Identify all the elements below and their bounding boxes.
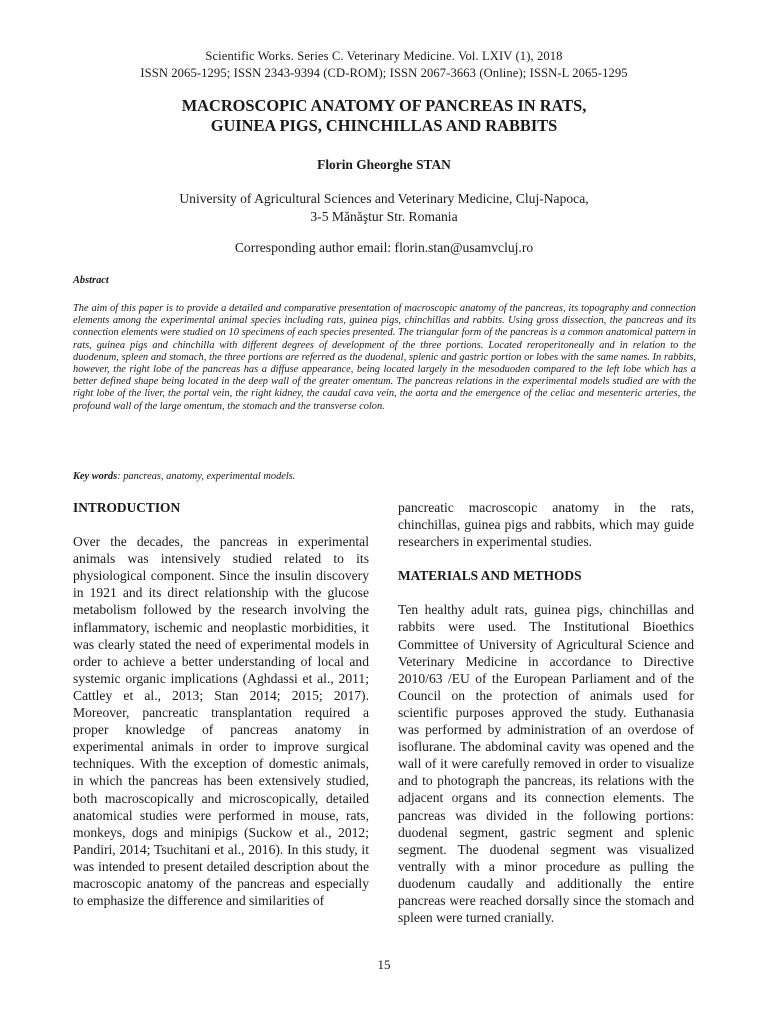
paper-title: [0, 96, 768, 136]
right-column: [398, 499, 694, 926]
author-name: Florin Gheorghe STAN: [317, 157, 451, 172]
keywords-label: Key words: [73, 471, 118, 482]
journal-line: Scientific Works. Series C. Veterinary Medicine. Vol. LXIV (1), 2018: [205, 49, 563, 63]
issn-line: ISSN 2065-1295; ISSN 2343-9394 (CD-ROM); ISSN 2067-3663 (Online); ISSN-L 2065-1295: [140, 66, 628, 80]
affiliation: [0, 190, 768, 226]
methods-text: Ten healthy adult rats, guinea pigs, chinchillas and rabbits were used. The Institutional Bioethics Committee of University of Agricultural Science and Veterinary Medicine in accordance to Directive 2010/63 /EU of the European Parliament and of the Council on the protection of animals used for scientific purposes approved the study. Euthanasia was performed by administration of an overdose of isoflurane. The abdominal cavity was opened and the wall of it were carefully removed in order to visualize and to photograph the pancreas, its relations with the adjacent organs and its connection elements. The pancreas was divided in the following portions: duodenal segment, gastric segment and splenic segment. The duodenal segment was visualized ventrally with a minor procedure as pulling the duodenum caudally and additionally the entire pancreas were reached dorsally since the stomach and spleen were turned cranially.: [398, 602, 694, 926]
introduction-text: Over the decades, the pancreas in experimental animals was intensively studied related to its physiological component. Since the insulin discovery in 1921 and its direct relationship with the glucose metabolism followed by the research involving the inflammatory, ischemic and neoplastic morbidities, it was clearly stated the need of experimental models in order to achieve a better understanding of local and systemic organic implications (Aghdassi et al., 2011; Cattley et al., 2013; Stan 2014; 2015; 2017). Moreover, pancreatic transplantation required a proper knowledge of pancreas anatomy in experimental animals in order to improve surgical techniques. With the exception of domestic animals, in which the pancreas has been extensively studied, both macroscopically and microscopically, detailed anatomical studies were performed in mouse, rats, monkeys, dogs and minipigs (Suckow et al., 2012; Pandiri, 2014; Tsuchitani et al., 2016). In this study, it was intended to present detailed description about the macroscopic anatomy of the pancreas and especially to emphasize the difference and similarities of: [73, 534, 369, 909]
introduction-heading: INTRODUCTION: [73, 500, 181, 515]
introduction-continuation: pancreatic macroscopic anatomy in the rats, chinchillas, guinea pigs and rabbits, which may guide researchers in experimental studies.: [398, 500, 694, 550]
keywords: [73, 471, 696, 482]
title-line-1: MACROSCOPIC ANATOMY OF PANCREAS IN RATS,: [181, 96, 587, 115]
affiliation-line-2: 3-5 Mănăştur Str. Romania: [310, 209, 458, 224]
page-number: 15: [377, 957, 391, 972]
keywords-text: : pancreas, anatomy, experimental models.: [117, 471, 296, 482]
title-line-2: GUINEA PIGS, CHINCHILLAS AND RABBITS: [210, 116, 558, 135]
journal-header: [0, 48, 768, 82]
left-column: [73, 499, 369, 909]
abstract-heading: Abstract: [73, 275, 109, 286]
methods-heading: MATERIALS AND METHODS: [398, 568, 582, 584]
corresponding-email: Corresponding author email: florin.stan@usamvcluj.ro: [234, 240, 534, 255]
abstract-text: The aim of this paper is to provide a detailed and comparative presentation of macroscopic anatomy of the pancreas, its topography and connection elements among the experimental animal species including rats, guinea pigs, chinchillas and rabbits. Using gross dissection, the pancreas and its connection elements were studied on 10 specimens of each species presented. The triangular form of the pancreas is a common anatomical pattern in rats, guinea pigs and chinchilla with different degrees of development of the three portions. Located reroperitoneally and in relation to the duodenum, spleen and stomach, the three portions are referred as the duodenal, splenic and gastric portion or lobes with the same names. In rabbits, however, the right lobe of the pancreas has a diffuse appearance, being located largely in the mesoduoden compared to the left lobe which has a better defined shape being located in the deep wall of the greater omentum. The pancreas relations in the experimental models studied are with the right lobe of the liver, the portal vein, the right kidney, the caudal cava vein, the aorta and the emergence of the celiac and mesenteric arteries, the profound wall of the large omentum, the stomach and the transverse colon.: [73, 303, 696, 412]
affiliation-line-1: University of Agricultural Sciences and Veterinary Medicine, Cluj-Napoca,: [179, 191, 589, 206]
